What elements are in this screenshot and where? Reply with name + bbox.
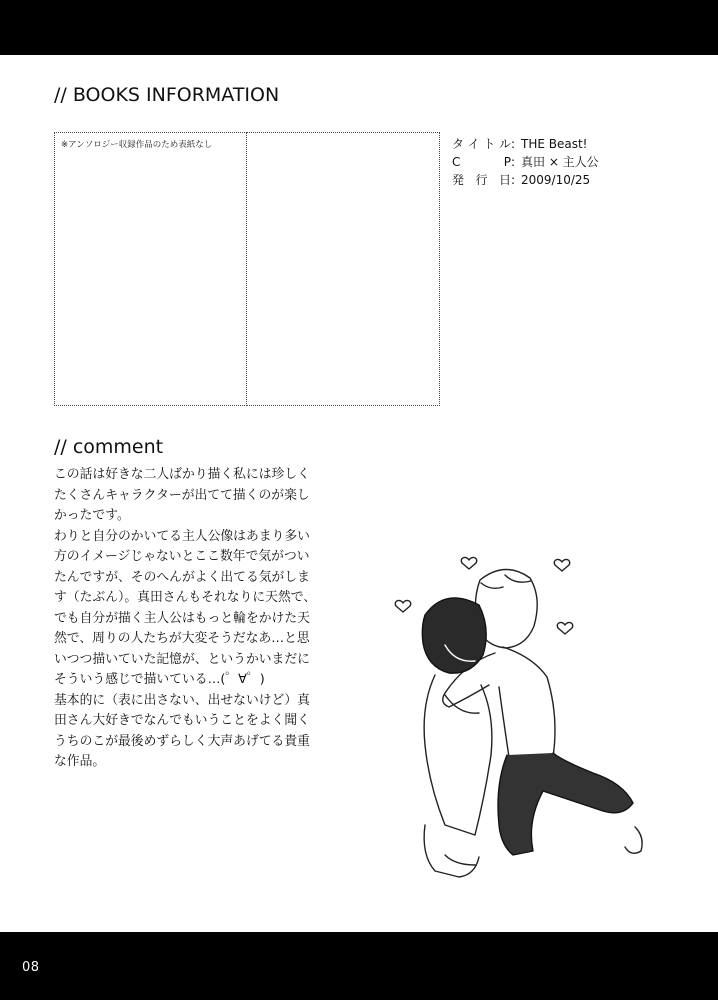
info-row-date <box>452 171 599 189</box>
comment-line: たんですが、そのへんがよく出てる気がしま <box>54 569 310 585</box>
comment-line: この話は好きな二人ばかり描く私には珍しく <box>54 467 310 482</box>
comment-line: うちのこが最後めずらしく大声あげてる貴重 <box>54 733 310 749</box>
comment-line: 方のイメージじゃないとここ数年で気がつい <box>54 549 310 564</box>
bottom-black-band <box>0 932 718 1000</box>
comment-line: す（たぶん）。真田さんもそれなりに天然で、 <box>54 590 317 605</box>
cover-note: ※アンソロジー収録作品のため表紙なし <box>61 140 213 150</box>
comment-line: たくさんキャラクターが出てて描くのが楽し <box>54 487 310 503</box>
character-illustration <box>385 535 665 880</box>
heart-icon <box>554 559 569 571</box>
comment-text <box>54 465 354 773</box>
comment-line: わりと自分のかいてる主人公像はあまり多い <box>54 528 310 544</box>
comment-line: な作品。 <box>54 754 106 769</box>
page-number: 08 <box>22 960 40 975</box>
comment-line: 基本的に（表に出さない、出せないけど）真 <box>54 692 310 708</box>
heart-icon <box>557 622 572 634</box>
comment-line: そういう感じで描いている…(゜∀゜) <box>54 672 265 687</box>
cover-placeholder-left <box>54 132 247 406</box>
info-separator: : <box>511 173 516 187</box>
info-separator: : <box>511 137 516 151</box>
comment-line: かったです。 <box>54 508 130 523</box>
info-key-cp: C P <box>452 155 511 169</box>
info-key-title: タ イ ト ル <box>452 137 511 151</box>
books-information-heading: // BOOKS INFORMATION <box>54 84 280 106</box>
info-separator: : <box>511 155 516 169</box>
comment-line: 田さん大好きでなんでもいうことをよく聞く <box>54 713 310 728</box>
comment-line: いつつ描いていた記憶が、というかいまだに <box>54 651 310 667</box>
comment-line: でも自分が描く主人公はもっと輪をかけた天 <box>54 610 310 626</box>
top-black-band <box>0 0 718 55</box>
book-info-table <box>452 135 599 189</box>
heart-icon <box>461 557 476 569</box>
comment-heading: // comment <box>54 436 164 458</box>
info-value-date: 2009/10/25 <box>521 173 591 187</box>
comment-line: 然で、周りの人たちが大変そうだなあ…と思 <box>54 631 310 646</box>
heart-icon <box>395 600 410 612</box>
info-key-date: 発 行 日 <box>452 173 511 187</box>
info-row-title <box>452 135 599 153</box>
info-value-title: THE Beast! <box>521 137 588 151</box>
cover-placeholder-right <box>247 132 440 406</box>
info-row-cp <box>452 153 599 171</box>
info-value-cp: 真田 × 主人公 <box>521 155 599 169</box>
